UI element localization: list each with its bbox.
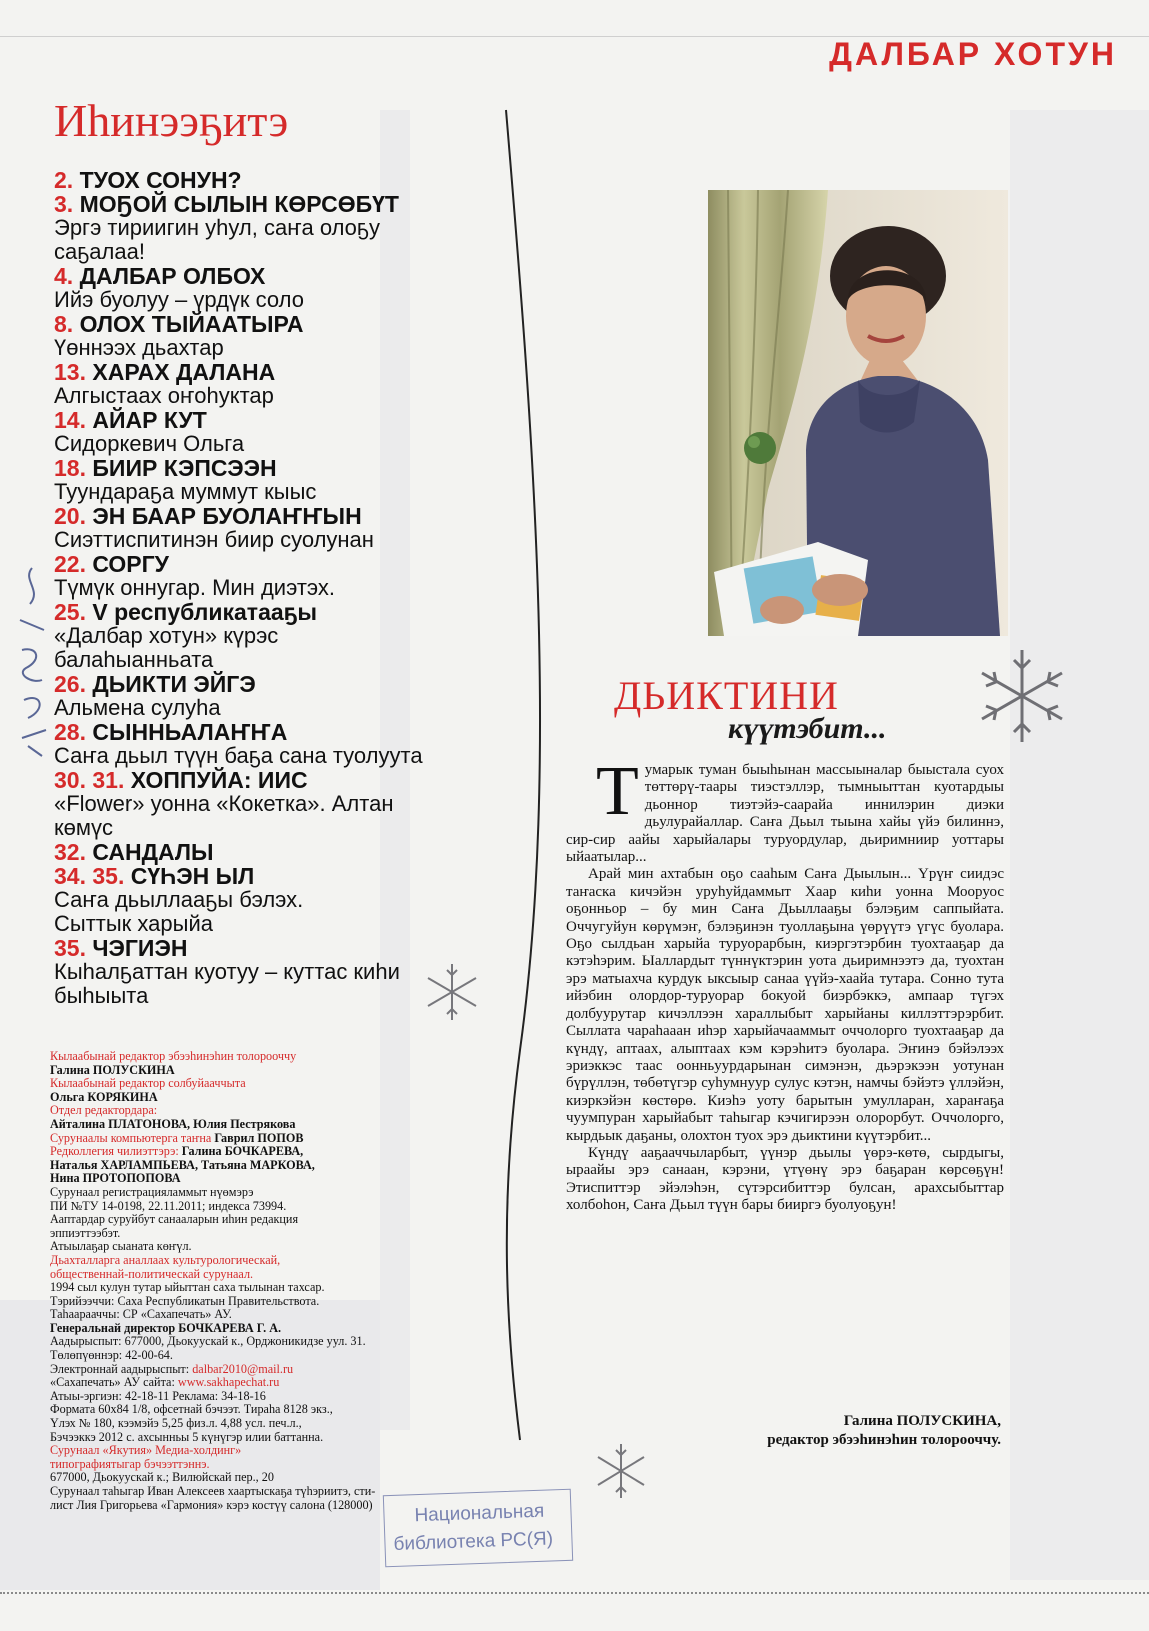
toc-section-title: ХАРАХ ДАЛАНА [92, 359, 276, 385]
toc-section-title: СОРГУ [92, 551, 169, 577]
toc-entry-subtitle: Ийэ буолуу – үрдүк соло [54, 287, 304, 312]
editorial-text [566, 753, 1004, 1215]
toc-section-title: САНДАЛЫ [92, 839, 214, 865]
credit-name: Гаврил ПОПОВ [214, 1130, 304, 1145]
paragraph-text: умарык туман быыһынан массыыналар быыстала суох төттөрү-таары тиэстэллэр, тымныыттан куотардыы дьоннор тиэтэйэ-саарайа иннилэрин диэки дьулурайаллар. Саҥа Дьыл тыына хайы үйэ билиннэ, сир-сир аайы харыйалары туруордулар, дьиримниир уоттары ыйаатылар... [566, 762, 1004, 866]
credit-line: Бэчээккэ 2012 с. ахсынньы 5 күнүгэр илии баттанна. [50, 1429, 324, 1444]
toc-entry-subtitle: Эргэ тириигин уһул, саҥа олоҕу [54, 215, 380, 240]
toc-page-number: 26. [54, 671, 86, 697]
credit-line: Отдел редактордара: [50, 1103, 158, 1118]
editor-portrait-image [708, 190, 1008, 636]
toc-page-number: 22. [54, 551, 86, 577]
toc-section-title: ОЛОХ ТЫЙААТЫРА [79, 311, 304, 337]
toc-section-title: ЧЭГИЭН [92, 935, 188, 961]
signature-role: редактор эбээһинэһин толорооччу. [767, 1432, 1001, 1448]
credit-name: Галина БОЧКАРЕВА, [181, 1144, 304, 1159]
toc-section-title: ХОППУЙА: ИИС [130, 767, 308, 793]
toc-section-title: БИИР КЭПСЭЭН [92, 455, 277, 481]
credit-line: Нина ПРОТОПОПОВА [50, 1171, 181, 1186]
toc-section-title: ДЬИКТИ ЭЙГЭ [92, 671, 256, 697]
signature [767, 1412, 1001, 1450]
editorial-credits [50, 1050, 450, 1512]
toc-entry-subtitle: Кыһалҕаттан куотуу – куттас киһи [54, 959, 400, 984]
toc-page-number: 14. [54, 407, 86, 433]
toc-page-number: 20. [54, 503, 86, 529]
toc-entry-subtitle: Саҥа дьыл түүн баҕа сана туолуута [54, 743, 423, 768]
toc-page-number: 34. 35. [54, 863, 125, 889]
credit-line: Ааптардар суруйбут санааларын иһин редакция [50, 1212, 299, 1227]
credit-line [50, 1376, 450, 1390]
toc-entry-subtitle: Сидоркевич Ольга [54, 431, 245, 456]
credit-line: Айталина ПЛАТОНОВА, Юлия Пестрякова [50, 1116, 296, 1131]
magazine-title: ДАЛБАР ХОТУН [829, 36, 1117, 72]
toc-entry-subtitle: Алгыстаах оҥоһуктар [54, 383, 274, 408]
toc-page-number: 8. [54, 311, 74, 337]
toc-page-number: 18. [54, 455, 86, 481]
credit-label: Сурунаалы компьютерга таҥна [50, 1130, 212, 1145]
article-title: ДЬИКТИНИ [614, 673, 839, 718]
credit-line: Наталья ХАРЛАМПЬЕВА, Татьяна МАРКОВА, [50, 1157, 315, 1172]
article-paragraph: Күндү ааҕааччыларбыт, үүнэр дьылы үөрэ-көтө, сырдыгы, ыраайы эрэ санаан, кэрэни, үтүөнү эрэ баҕаран көрсөҕүн! Этиспиттэр эйэлэһэн, сүтэрсибиттэр булсан, арахсыбыттар холбоһон, Саҥа Дьыл түүн бары бииргэ буолуоҕун! [566, 1144, 1004, 1214]
credit-line: эппиэттээбэт. [50, 1225, 121, 1240]
toc-entry-subtitle: Сиэттиспитинэн биир суолунан [54, 527, 374, 552]
toc-entry-subtitle: Түмүк оннугар. Мин диэтэх. [54, 575, 335, 600]
stamp-line-1: Национальная [414, 1500, 545, 1527]
toc-entry-subtitle: «Далбар хотун» күрэс [54, 623, 279, 648]
snowflake-icon [970, 644, 1074, 748]
credit-line: типографиятыгар бэчээттэннэ. [50, 1456, 210, 1471]
toc-entry-subtitle: Үөннээх дьахтар [54, 335, 224, 360]
toc-entry-subtitle: Альмена сулуһа [54, 695, 221, 720]
toc-entry-subtitle: быһыыта [54, 983, 149, 1008]
toc-page-number: 25. [54, 599, 86, 625]
toc-page-number: 32. [54, 839, 86, 865]
toc-section-title: ДАЛБАР ОЛБОХ [79, 263, 266, 289]
credit-line [50, 1145, 450, 1159]
credit-line: Тэрийээччи: Саха Республикатын Правительствота. [50, 1293, 320, 1308]
toc-entry-subtitle: балаһыанньата [54, 647, 214, 672]
toc-entry-subtitle: Сыттык харыйа [54, 911, 213, 936]
credit-line [50, 1132, 450, 1146]
toc-page-number: 3. [54, 191, 74, 217]
library-stamp [383, 1489, 573, 1568]
credit-line: Сурунаал таһыгар Иван Алексеев хаартыскаҕа түһэриитэ, сти- [50, 1484, 376, 1498]
credit-line: Ольга КОРЯКИНА [50, 1089, 158, 1104]
stamp-line-2: библиотека РС(Я) [393, 1528, 554, 1555]
handwritten-mark [2, 560, 62, 760]
credit-line: Атыылаҕар сыаната көҥүл. [50, 1239, 192, 1254]
editor-photo [708, 190, 1008, 636]
toc-entry-subtitle: Саҥа дьыллааҕы бэлэх. [54, 887, 304, 912]
toc-entry-subtitle: Туундараҕа муммут кыыс [54, 479, 317, 504]
article-paragraph: Арай мин ахтабын оҕо сааһым Саҥа Дыылын... Үрүҥ сиидэс таҥаска кичэйэн уруһуйдаммыт Хаар киһи уонна Мооруос оҕонньор – бу мин Саҥа Дьыллааҕы бэлэҕим саппыйата. Оччугуйун көрүмэҥ, бэлэҕинэн туоллаҕына үөрүүтэ үгүс буолара. Оҕо сылдьан харыйа туруорарбын, киэргэтэрбин туохтааҕар да кэтэһэрим. Ыаллардыт түннүктэрин уота дьиримнээтэ да, туохтан эрэ матыахча курдук ыксыыр санаа үүйэ-хаайа тутара. Сонно тута ийэбин олордор-туруорар бокуой биэрбэккэ, ампаар түгэх долбуурутар кичэллээн хараллыбыт харыйаны киллэттэрэрбит. Сыллата чараһааан иһэр харыйачааммыт оччолорго туохтааҕар да күндү, аптаах, алыптаах кэм кэрэһитэ буолара. Эҥинэ бэйэлээх эриэккэс таас оонньуурдарынан симэнэн, дьэрэкээн уотунан бүрүллэн, төбөтүгэр суһумнуур сулус кэтэн, намчы бэйэтэ үллэйэн, киэркэйэн көстөрө. Киэһэ уоту барытын умуллаpaн, хараҥаҕа чуумпуран харыйабыт таһыгар кэчигирээн олорорбут. Оччолорго, кырдьык даҕаны, олохтон туох эрэ дьиктини күүтэрбит... [566, 866, 1004, 1144]
bottom-rule [0, 1592, 1149, 1594]
credit-line: 1994 сыл кулун тутар ыйыттан саха тылынан тахсар. [50, 1280, 325, 1295]
toc-entry-subtitle: көмүс [54, 815, 113, 840]
credit-line: Таһаарааччы: СР «Сахапечать» АУ. [50, 1307, 232, 1322]
toc-entry-subtitle: «Flower» уонна «Кокетка». Алтан [54, 791, 394, 816]
credit-line: Галина ПОЛУСКИНА [50, 1062, 175, 1077]
snowflake-icon [590, 1440, 652, 1502]
credit-line: 677000, Дьокуускай к.; Вилюйскай пер., 20 [50, 1470, 274, 1485]
article-paragraph [566, 753, 1004, 866]
credit-line: Төлөпүөннэр: 42-00-64. [50, 1348, 173, 1363]
credit-line: ПИ №ТУ 14-0198, 22.11.2011; индекса 73994. [50, 1198, 287, 1213]
toc-page-number: 2. [54, 167, 74, 193]
email-link: dalbar2010@mail.ru [192, 1361, 294, 1376]
credit-line: Сурунаал «Якутия» Медиа-холдинг» [50, 1443, 242, 1458]
credit-line: Аадырыспыт: 677000, Дьокуускай к., Орджоникидзе уул. 31. [50, 1334, 366, 1349]
toc-entry-subtitle: саҕалаа! [54, 239, 145, 264]
toc-section-title: СЫННЬАЛАҤҤА [92, 719, 288, 745]
credit-line: общественнай-политическай сурунаал. [50, 1266, 254, 1281]
credit-line: Кылаабынай редактор эбээһинэһин толорооччу [50, 1049, 297, 1063]
credit-line: Сурунаал регистрацияламмыт нүөмэрэ [50, 1184, 254, 1199]
credit-line: Дьахталларга аналлаах культурологическай, [50, 1252, 281, 1267]
credit-line: Генеральнай директор БОЧКАРЕВА Г. А. [50, 1320, 282, 1335]
toc-section-title: V республикатааҕы [92, 599, 318, 625]
credit-line: Кылаабынай редактор солбуйааччыта [50, 1076, 246, 1091]
toc-section-title: СҮҺЭН ЫЛ [130, 863, 255, 889]
credit-line [50, 1363, 450, 1377]
credit-label: «Сахапечать» АУ сайта: [50, 1375, 175, 1390]
contents-heading: Иһинээҕитэ [54, 95, 289, 146]
snowflake-icon [420, 960, 484, 1024]
website-link: www.sakhapechat.ru [177, 1375, 280, 1390]
toc-page-number: 4. [54, 263, 74, 289]
credit-line: Атыы-эргиэн: 42-18-11 Реклама: 34-18-16 [50, 1388, 266, 1403]
credit-line: Үлэх № 180, кээмэйэ 5,25 физ.л. 4,88 усл. печ.л., [50, 1416, 302, 1431]
signature-name: Галина ПОЛУСКИНА, [843, 1413, 1001, 1429]
credit-line: лист Лия Григорьева «Гармония» кэрэ костүү салона (128000) [50, 1497, 373, 1512]
credit-label: Электроннай аадырыспыт: [50, 1361, 190, 1376]
toc-page-number: 13. [54, 359, 86, 385]
credit-line: Формата 60x84 1/8, офсетнай бэчээт. Тираһа 8128 экз., [50, 1402, 333, 1417]
toc-page-number: 35. [54, 935, 86, 961]
toc-section-title: АЙАР КУТ [92, 407, 207, 433]
credit-label: Редколлегия чилиэттэрэ: [50, 1144, 179, 1159]
toc-page-number: 30. 31. [54, 767, 125, 793]
article-subtitle: күүтэбит... [728, 712, 887, 745]
toc-section-title: ЭН БААР БУОЛАҤҤЫН [92, 503, 362, 529]
toc-page-number: 28. [54, 719, 86, 745]
toc-section-title: МОҔОЙ СЫЛЫН КӨРСӨБҮТ [79, 191, 399, 217]
drop-cap: Т [596, 753, 639, 830]
toc-section-title: ТУОХ СОНУН? [79, 167, 242, 193]
